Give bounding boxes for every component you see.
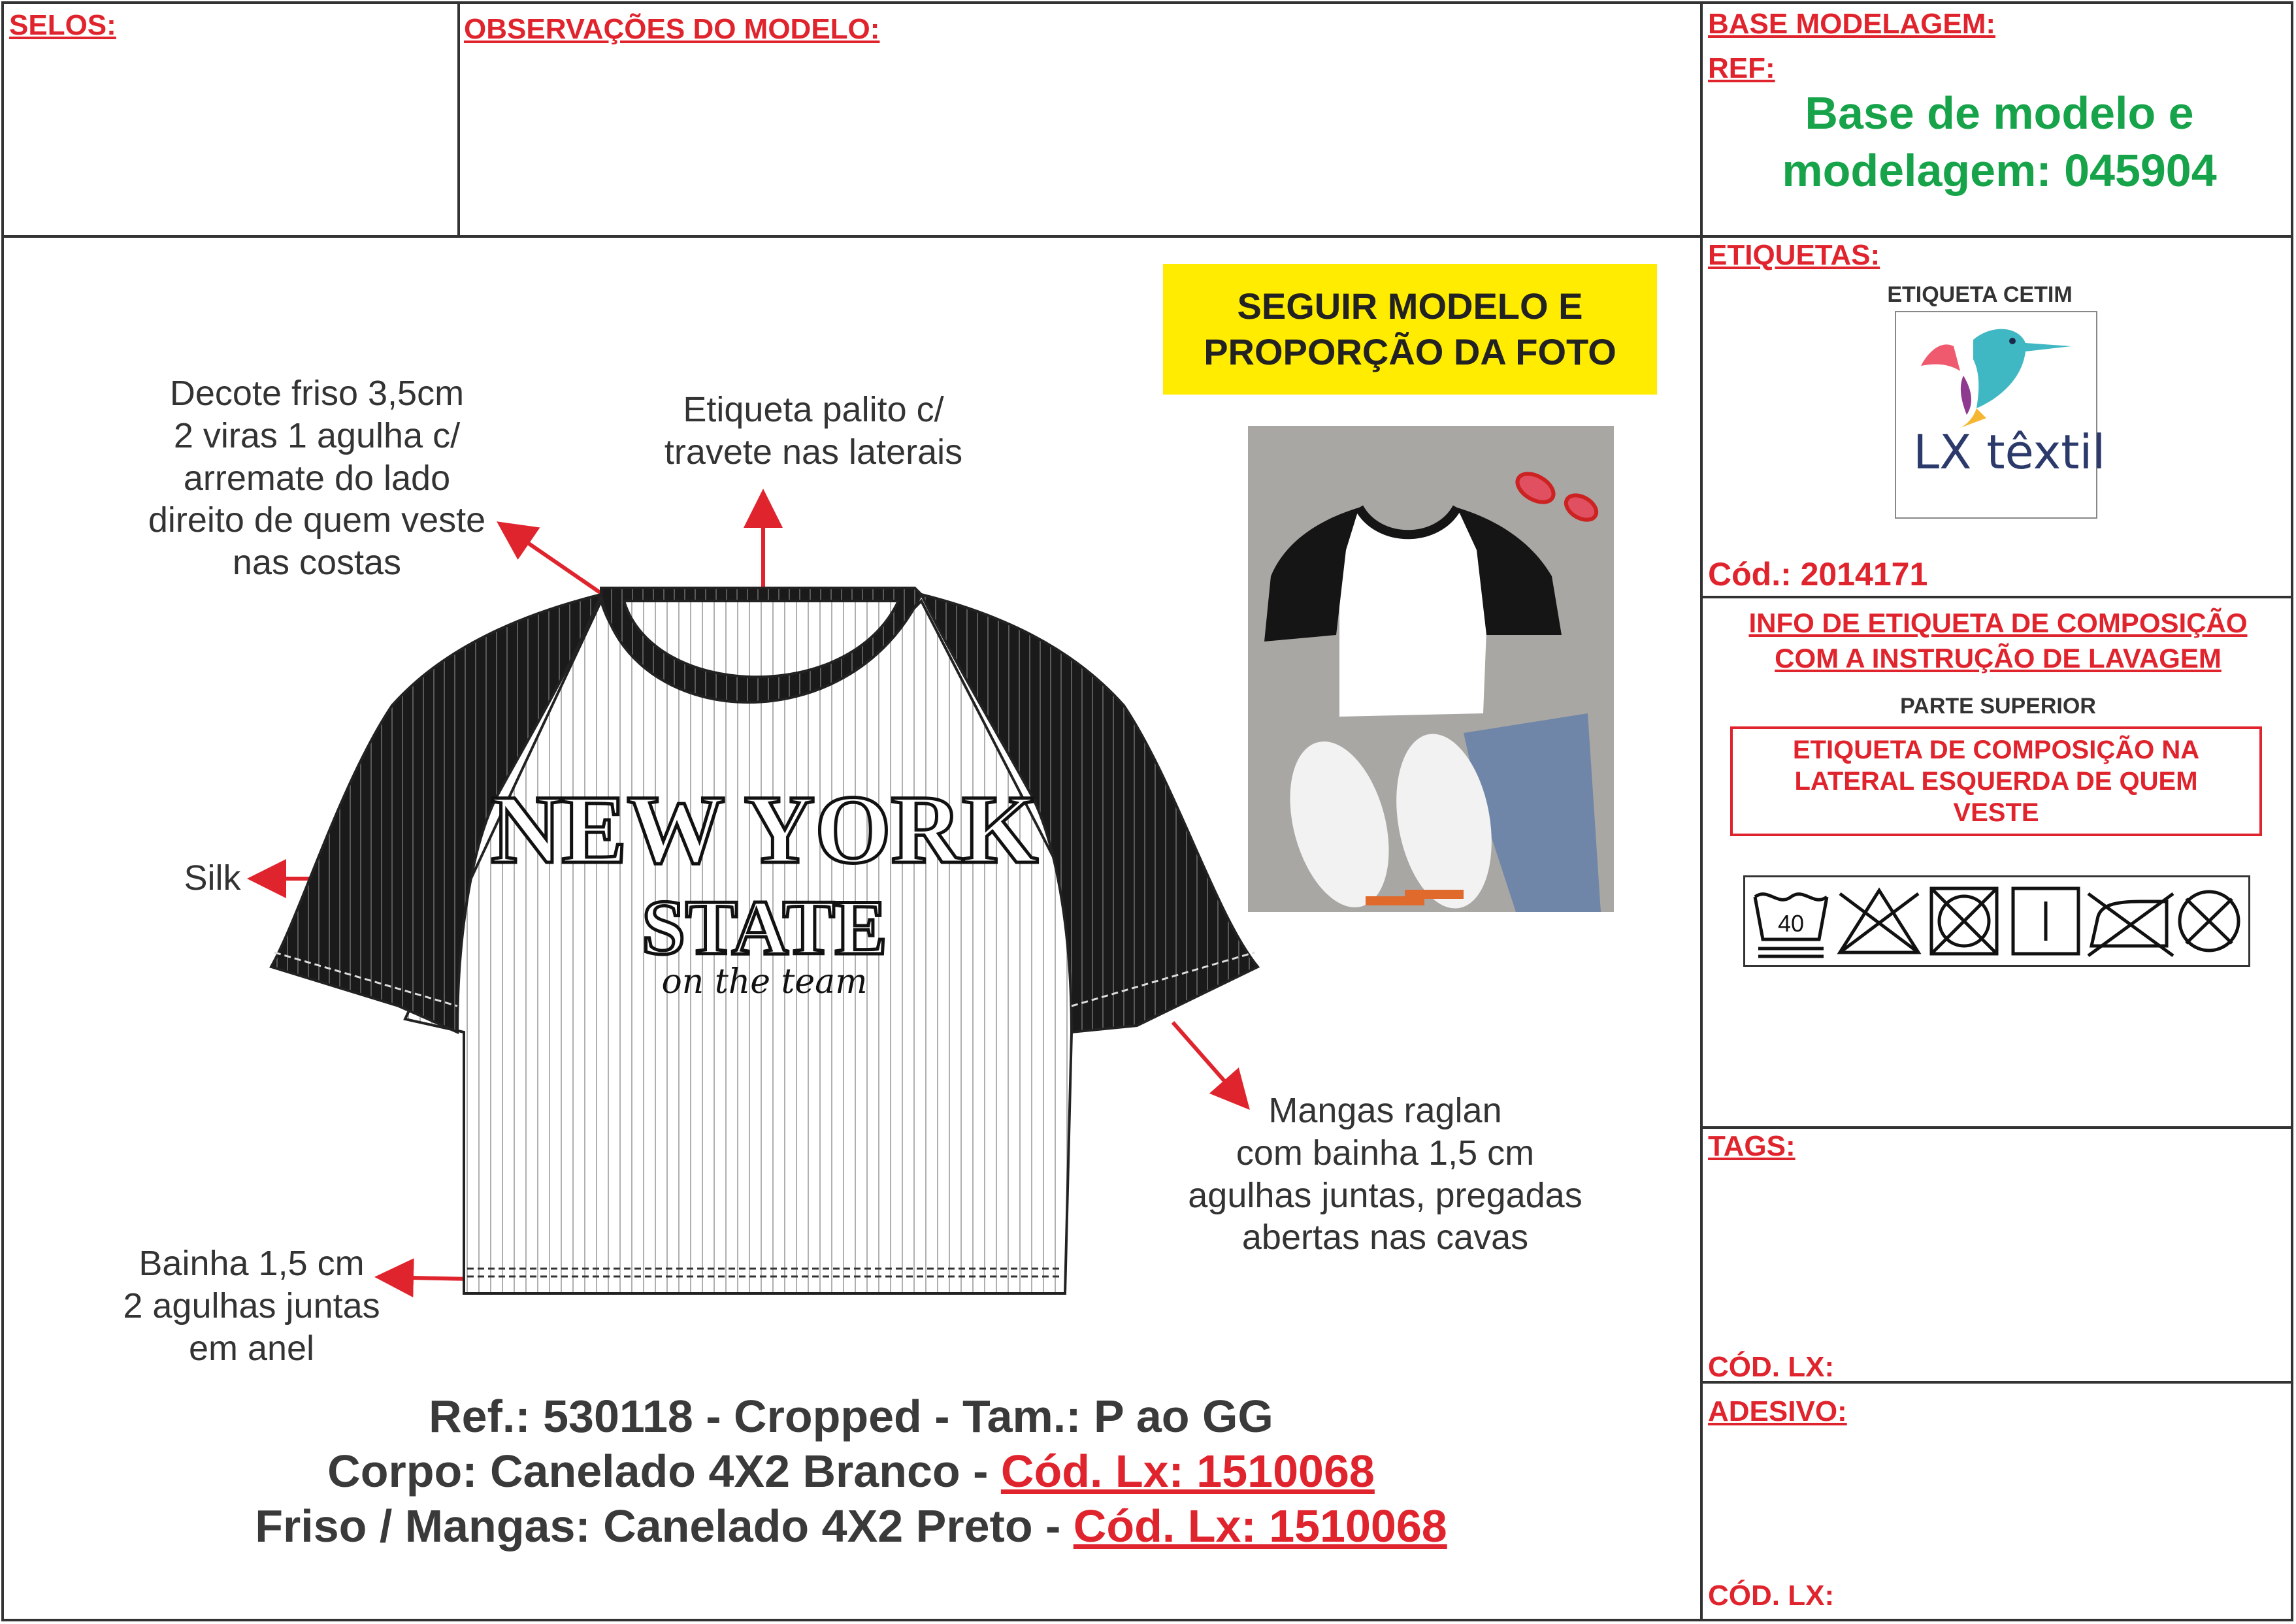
tags-label: TAGS: [1708, 1130, 1796, 1162]
note-decote: Decote friso 3,5cm 2 viras 1 agulha c/ arremate do lado direito de quem veste nas costas [148, 374, 486, 583]
print-state: STATE [642, 884, 887, 971]
bottom-corpo-line [0, 1445, 1702, 1497]
bottom-friso-code: Cód. Lx: 1510068 [1073, 1501, 1447, 1551]
print-on-the-team: on the team [661, 962, 868, 1001]
info-composicao-line2: COM A INSTRUÇÃO DE LAVAGEM [1775, 643, 2222, 674]
bottom-friso-text: Friso / Mangas: Canelado 4X2 Preto - [255, 1501, 1074, 1551]
base-modelo-line1: Base de modelo e [1805, 88, 2194, 138]
observacoes-label: OBSERVAÇÕES DO MODELO: [464, 13, 880, 45]
parte-superior-label: PARTE SUPERIOR [1900, 694, 2096, 719]
adesivo-label: ADESIVO: [1708, 1395, 1847, 1427]
composicao-lateral-box: ETIQUETA DE COMPOSIÇÃO NA LATERAL ESQUERDA DE QUEM VESTE [1730, 726, 2262, 836]
base-modelagem-label: BASE MODELAGEM: [1708, 8, 1995, 40]
no-iron-icon [2088, 894, 2173, 956]
note-bainha: Bainha 1,5 cm 2 agulhas juntas em anel [123, 1244, 380, 1368]
base-modelo-text [1725, 85, 2274, 199]
no-dry-clean-icon [2180, 892, 2239, 950]
etiqueta-cetim-caption: ETIQUETA CETIM [1887, 282, 2073, 307]
bottom-friso-line [0, 1500, 1702, 1552]
print-new-york: NEW YORK [491, 775, 1038, 884]
seguir-modelo-banner: SEGUIR MODELO E PROPORÇÃO DA FOTO [1163, 264, 1657, 395]
cod-lx-tags-label: CÓD. LX: [1708, 1351, 1835, 1383]
bottom-corpo-text: Corpo: Canelado 4X2 Branco - [327, 1446, 1001, 1497]
bottom-corpo-code: Cód. Lx: 1510068 [1000, 1446, 1375, 1497]
selos-label: SELOS: [9, 9, 116, 41]
line-dry-icon [2013, 888, 2078, 954]
info-composicao-line1: INFO DE ETIQUETA DE COMPOSIÇÃO [1748, 608, 2248, 638]
bottom-ref-line1: Ref.: 530118 - Cropped - Tam.: P ao GG [429, 1391, 1273, 1442]
base-modelo-line2: modelagem: 045904 [1782, 144, 2217, 196]
no-bleach-icon [1840, 890, 1918, 952]
garment-drawing [261, 575, 1281, 1307]
photo-tshirt-body [1339, 511, 1490, 717]
cod-etiqueta: Cód.: 2014171 [1708, 556, 1928, 593]
note-mangas: Mangas raglan com bainha 1,5 cm agulhas juntas, pregadas abertas nas cavas [1188, 1091, 1583, 1258]
hummingbird-logo-icon [1914, 320, 2078, 431]
note-etiqueta-palito: Etiqueta palito c/ travete nas laterais [664, 390, 963, 472]
sidebar-divider-etiquetas [1700, 596, 2293, 598]
reference-photo [1248, 426, 1614, 912]
etiquetas-label: ETIQUETAS: [1708, 239, 1880, 271]
sidebar-divider [1700, 1, 1703, 1621]
lx-textil-logo-text: LX têxtil [1913, 425, 2106, 479]
care-symbols [1748, 881, 2245, 963]
note-silk: Silk [184, 858, 241, 898]
sidebar-divider-tags [1700, 1126, 2293, 1129]
wash-temp-label: 40 [1777, 910, 1805, 937]
ref-label: REF: [1708, 52, 1775, 84]
cod-lx-adesivo-label: CÓD. LX: [1708, 1580, 1835, 1612]
no-tumble-dry-icon [1931, 888, 1997, 954]
